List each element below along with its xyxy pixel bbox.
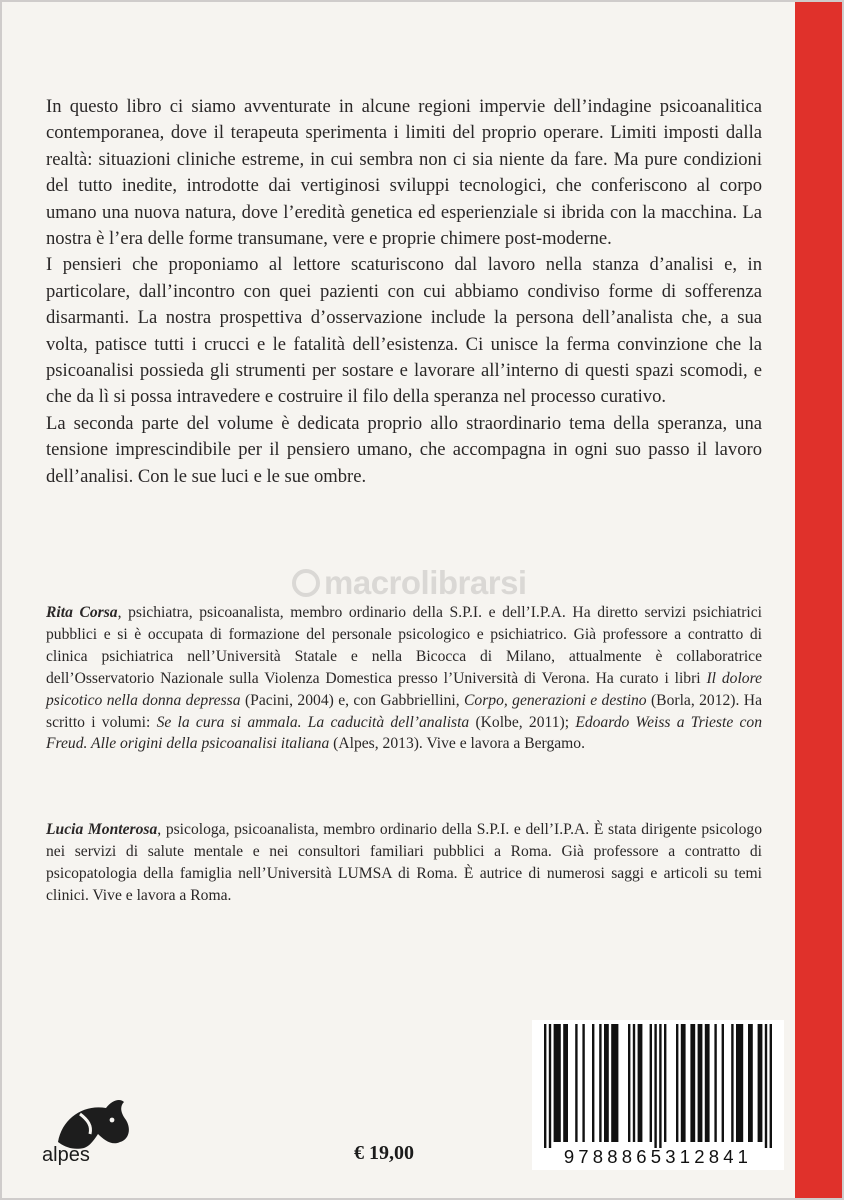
barcode xyxy=(532,1020,784,1170)
red-spine-band xyxy=(795,2,842,1198)
author-bio-corsa xyxy=(46,602,762,755)
barcode-bar xyxy=(582,1024,584,1142)
barcode-bar xyxy=(654,1024,656,1148)
author-name: Rita Corsa xyxy=(46,604,118,621)
blurb-paragraph: In questo libro ci siamo avventurate in alcune regioni impervie dell’indagine psicoanalitica contemporanea, dove il terapeuta sperimenta i limiti del proprio operare. Limiti imposti dalla realtà: situazioni cliniche estreme, in cui sembra non ci sia niente da fare. Ma pure condizioni del tutto inedite, introdotte dai vertiginosi sviluppi tecnologici, che conferiscono al corpo umano una nuova natura, dove l’eredità genetica ed esperienziale si ibrida con la macchina. La nostra è l’era delle forme transumane, vere e proprie chimere post-moderne. xyxy=(46,96,762,250)
barcode-bar xyxy=(765,1024,767,1148)
watermark xyxy=(292,564,632,604)
barcode-bar xyxy=(592,1024,594,1142)
bio-text: (Kolbe, 2011); xyxy=(469,713,576,731)
barcode-bar xyxy=(628,1024,630,1142)
barcode-bar xyxy=(705,1024,710,1142)
watermark-logo-icon xyxy=(292,569,320,597)
publisher-name: alpes xyxy=(42,1144,90,1166)
barcode-bar xyxy=(563,1024,568,1142)
bio-text: , psichiatra, psicoanalista, membro ordinario della S.P.I. e dell’I.P.A. Ha diretto servizi psichiatrici pubblici e si è occupata di formazione del personale psicologico e psichiatrico. Già professore a contratto di clinica psichiatrica nell’Università Statale e nella Bicocca di Milano, attualmente è collaboratrice dell’Osservatorio Nazionale sulla Violenza Domestica presso l’Università di Verona. Ha curato i libri xyxy=(46,604,762,687)
barcode-bar xyxy=(611,1024,618,1142)
book-title: Corpo, generazioni e destino xyxy=(464,691,647,709)
book-title: Se la cura si ammala. La caducità dell’analista xyxy=(156,713,470,731)
barcode-bar xyxy=(714,1024,716,1142)
barcode-bar xyxy=(758,1024,763,1142)
barcode-bar xyxy=(633,1024,635,1142)
barcode-bar xyxy=(554,1024,561,1142)
watermark-text: macrolibrarsi xyxy=(324,564,527,601)
barcode-bar xyxy=(722,1024,724,1142)
barcode-bars xyxy=(532,1020,784,1150)
bio-text: (Alpes, 2013). Vive e lavora a Bergamo. xyxy=(329,735,585,753)
barcode-bar xyxy=(664,1024,666,1142)
book-back-cover xyxy=(2,2,842,1198)
barcode-bar xyxy=(681,1024,686,1142)
barcode-bar xyxy=(736,1024,743,1142)
barcode-bar xyxy=(575,1024,577,1142)
barcode-bar xyxy=(698,1024,703,1142)
barcode-bar xyxy=(549,1024,551,1148)
price: € 19,00 xyxy=(354,1142,414,1164)
barcode-bar xyxy=(770,1024,772,1148)
barcode-bar xyxy=(731,1024,733,1142)
blurb-paragraph: La seconda parte del volume è dedicata proprio allo straordinario tema della speranza, una tensione imprescindibile per il pensiero umano, che accompagna in ogni suo passo il lavoro dell’analisi. Con le sue luci e le sue ombre. xyxy=(46,412,762,487)
barcode-bar xyxy=(748,1024,753,1142)
barcode-bar xyxy=(638,1024,643,1142)
barcode-bar xyxy=(676,1024,678,1142)
author-name: Lucia Monterosa xyxy=(46,821,158,838)
author-bio-monterosa xyxy=(46,819,762,907)
barcode-bar xyxy=(690,1024,695,1142)
blurb-text xyxy=(46,94,762,490)
bio-text: , psicologa, psicoanalista, membro ordinario della S.P.I. e dell’I.P.A. È stata dirigente psicologo nei servizi di salute mentale e nei consultori familiari pubblici a Roma. Già professore a contratto di psicopatologia della famiglia nell’Università LUMSA di Roma. È autrice di numerosi saggi e articoli su temi clinici. Vive e lavora a Roma. xyxy=(46,821,762,904)
book-title: Il dolore psicotico nella donna depressa xyxy=(46,669,762,709)
bio-text: (Pacini, 2004) e, con Gabbriellini, xyxy=(240,691,464,709)
book-title: Edoardo Weiss a Trieste con Freud. Alle origini della psicoanalisi italiana xyxy=(46,713,763,753)
bio-text: (Borla, 2012). Ha scritto i volumi: xyxy=(46,691,762,731)
barcode-bar xyxy=(650,1024,652,1142)
isbn-number: 9788865312841 xyxy=(563,1146,753,1167)
barcode-bar xyxy=(659,1024,661,1148)
barcode-bar xyxy=(604,1024,609,1142)
blurb-paragraph: I pensieri che proponiamo al lettore scaturiscono dal lavoro nella stanza d’analisi e, in particolare, dall’incontro con quei pazienti con cui abbiamo condiviso forme di sofferenza disarmanti. La nostra prospettiva d’osservazione include la persona dell’analista che, a sua volta, patisce tutti i crucci e le fatalità dell’esistenza. Ci unisce la ferma convinzione che la psicoanalisi possieda gli strumenti per sostare e lavorare all’interno di questi spazi scomodi, e che da lì si possa intravedere e costruire il filo della speranza nel processo curativo. xyxy=(46,254,762,408)
barcode-bar xyxy=(599,1024,601,1142)
barcode-bar xyxy=(544,1024,546,1148)
